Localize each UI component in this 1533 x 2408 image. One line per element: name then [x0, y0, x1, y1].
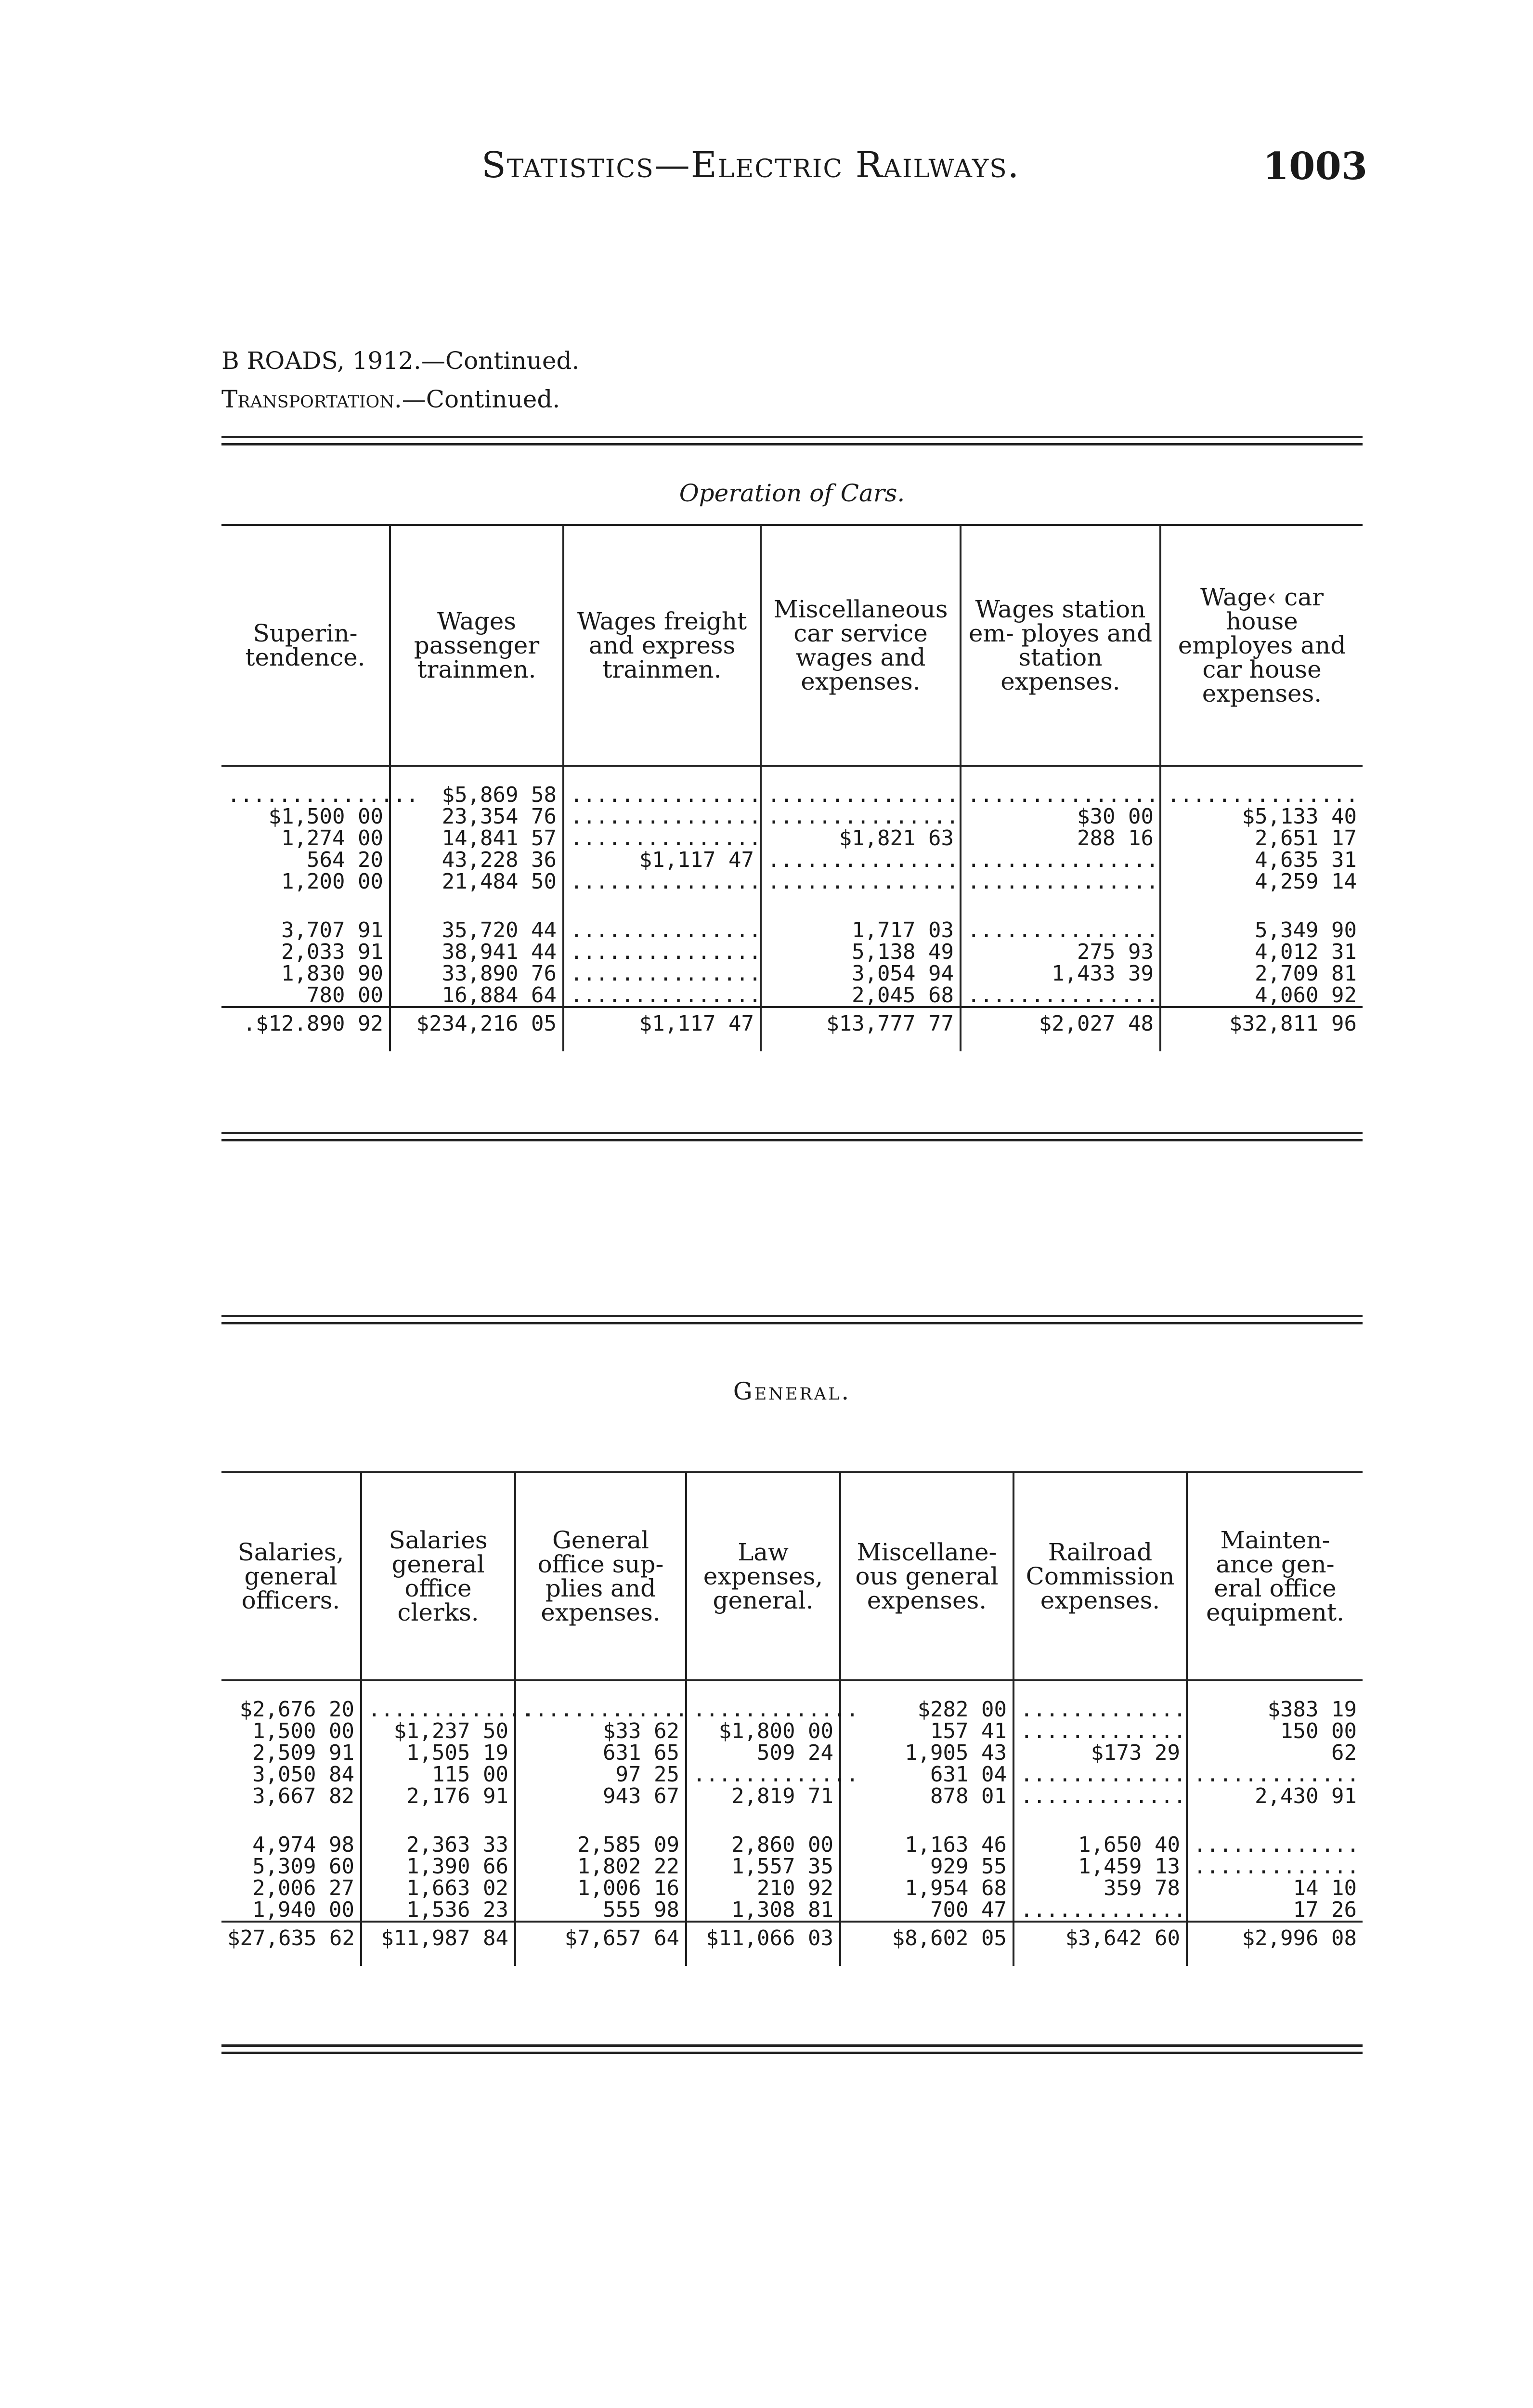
table-cell: 23,354 76 [390, 806, 563, 827]
subtitle-line-2 [221, 385, 560, 413]
table-cell: ............... [563, 919, 761, 941]
table-row [221, 984, 1363, 1007]
table-row [221, 919, 1363, 941]
table-cell: ............... [563, 941, 761, 963]
table-cell: 14 10 [1187, 1877, 1363, 1899]
total-cell: $8,602 05 [840, 1922, 1013, 1966]
table-cell: $282 00 [840, 1699, 1013, 1720]
table-cell: 943 67 [515, 1785, 686, 1807]
total-cell: $27,635 62 [221, 1922, 361, 1966]
table-cell: ............... [761, 784, 961, 806]
table-cell: ............... [563, 963, 761, 984]
table-cell: 359 78 [1013, 1877, 1187, 1899]
table-cell: ............... [1160, 784, 1363, 806]
table-cell: 2,709 81 [1160, 963, 1363, 984]
table-cell: 4,259 14 [1160, 871, 1363, 892]
table-cell: ............... [761, 871, 961, 892]
table-cell: $5,133 40 [1160, 806, 1363, 827]
col-header-office-supplies: General office sup- plies and expenses. [515, 1473, 686, 1680]
table-cell: 1,650 40 [1013, 1834, 1187, 1856]
total-cell: $2,996 08 [1187, 1922, 1363, 1966]
total-cell: $13,777 77 [761, 1007, 961, 1051]
table-cell: $1,117 47 [563, 849, 761, 871]
table-cell: 2,033 91 [281, 940, 383, 964]
table-row [221, 1785, 1363, 1807]
total-cell: $32,811 96 [1160, 1007, 1363, 1051]
col-header-wages-freight: Wages freight and express trainmen. [563, 526, 761, 766]
table-cell: $5,869 58 [390, 784, 563, 806]
operation-of-cars-table [221, 526, 1363, 1051]
total-cell: $11,066 03 [686, 1922, 840, 1966]
table-cell: 115 00 [361, 1764, 515, 1785]
col-header-law-expenses: Law expenses, general. [686, 1473, 840, 1680]
table-cell: $1,821 63 [761, 827, 961, 849]
table-cell: 1,390 66 [361, 1856, 515, 1877]
rule-double-top-general [221, 1315, 1363, 1324]
table-cell: 780 00 [307, 983, 383, 1008]
page-number: 1003 [1262, 144, 1367, 188]
table-cell: 1,940 00 [252, 1898, 354, 1922]
table-cell: 2,651 17 [1160, 827, 1363, 849]
table-cell: 5,349 90 [1160, 919, 1363, 941]
table-row [221, 784, 1363, 806]
table-cell: ............. [1013, 1764, 1187, 1785]
table-row [221, 1856, 1363, 1877]
general-table [221, 1473, 1363, 1966]
table-cell: 564 20 [307, 848, 383, 872]
col-header-railroad-commission: Railroad Commission expenses. [1013, 1473, 1187, 1680]
table-cell: 62 [1187, 1742, 1363, 1764]
table-cell: 33,890 76 [390, 963, 563, 984]
table-cell: 3,054 94 [761, 963, 961, 984]
table-row [221, 1742, 1363, 1764]
table-cell: ............... [563, 784, 761, 806]
table-row [221, 1877, 1363, 1899]
table-cell: 2,585 09 [515, 1834, 686, 1856]
table-cell: $1,237 50 [361, 1720, 515, 1742]
table-row [221, 827, 1363, 849]
table-cell: ............. [1013, 1785, 1187, 1807]
total-cell: $3,642 60 [1013, 1922, 1187, 1966]
col-header-wages-passenger: Wages passenger trainmen. [390, 526, 563, 766]
table-cell: ............. [1187, 1764, 1363, 1785]
table-cell: $1,800 00 [686, 1720, 840, 1742]
total-cell: $234,216 05 [390, 1007, 563, 1051]
table-cell: 2,006 27 [252, 1876, 354, 1900]
table-cell: 157 41 [840, 1720, 1013, 1742]
col-header-car-house: Wage‹ car house employes and car house expenses. [1160, 526, 1363, 766]
table-cell: $173 29 [1013, 1742, 1187, 1764]
table-cell: ............... [961, 784, 1160, 806]
col-header-salaries-officers: Salaries, general officers. [221, 1473, 361, 1680]
rule-double-bottom-operation [221, 1132, 1363, 1141]
table-cell: 1,905 43 [840, 1742, 1013, 1764]
table-cell: ............... [761, 849, 961, 871]
table-cell: 1,200 00 [281, 869, 383, 894]
table-cell: 275 93 [961, 941, 1160, 963]
table-cell: $2,676 20 [239, 1697, 354, 1722]
running-title: Statistics—Electric Railways. [481, 144, 1020, 186]
table-cell: ............. [686, 1699, 840, 1720]
table-row [221, 806, 1363, 827]
table-cell: 288 16 [961, 827, 1160, 849]
table-cell: ............... [961, 849, 1160, 871]
table-cell: 4,635 31 [1160, 849, 1363, 871]
section-label-operation: Operation of Cars. [679, 479, 905, 507]
table-cell: 16,884 64 [390, 984, 563, 1007]
table-row [221, 941, 1363, 963]
table-cell: 631 04 [840, 1764, 1013, 1785]
col-header-wages-station: Wages station em- ployes and station expenses. [961, 526, 1160, 766]
table-cell: 1,830 90 [281, 961, 383, 986]
table-cell: 1,536 23 [361, 1899, 515, 1922]
table-row [221, 849, 1363, 871]
table-cell: 631 65 [515, 1742, 686, 1764]
table-cell: 17 26 [1187, 1899, 1363, 1922]
table-row [221, 1764, 1363, 1785]
table-cell: 4,060 92 [1160, 984, 1363, 1007]
rule-double-top-operation [221, 436, 1363, 445]
subtitle-line-1: B ROADS, 1912.—Continued. [221, 347, 580, 375]
table-cell: ............... [563, 871, 761, 892]
table-cell: 1,954 68 [840, 1877, 1013, 1899]
table-cell: 1,802 22 [515, 1856, 686, 1877]
table-row [221, 1699, 1363, 1720]
table-cell: 509 24 [686, 1742, 840, 1764]
table-cell: ............. [1013, 1699, 1187, 1720]
table-cell: 1,433 39 [961, 963, 1160, 984]
table-cell: 5,138 49 [761, 941, 961, 963]
running-head [481, 144, 1367, 197]
table-row [221, 1720, 1363, 1742]
table-cell: 21,484 50 [390, 871, 563, 892]
table-cell: ............... [961, 984, 1160, 1007]
table-cell: 2,363 33 [361, 1834, 515, 1856]
col-header-misc-car-service: Miscellaneous car service wages and expenses. [761, 526, 961, 766]
table-cell: 878 01 [840, 1785, 1013, 1807]
table-cell: ............... [961, 919, 1160, 941]
table-cell: ............... [761, 806, 961, 827]
subtitle-section: Transportation. [221, 385, 402, 413]
table-cell: $383 19 [1187, 1699, 1363, 1720]
col-header-maintenance-equipment: Mainten- ance gen- eral office equipment. [1187, 1473, 1363, 1680]
table-cell: 1,308 81 [686, 1899, 840, 1922]
total-cell: $2,027 48 [961, 1007, 1160, 1051]
table-cell: $1,500 00 [268, 804, 383, 829]
table-row [221, 1899, 1363, 1922]
totals-row [221, 1007, 1363, 1051]
col-header-misc-general: Miscellane- ous general expenses. [840, 1473, 1013, 1680]
table-cell: 14,841 57 [390, 827, 563, 849]
table-cell: 2,430 91 [1187, 1785, 1363, 1807]
table-cell: 929 55 [840, 1856, 1013, 1877]
table-cell: 555 98 [515, 1899, 686, 1922]
table-cell: 5,309 60 [252, 1854, 354, 1879]
total-cell: .$12.890 92 [221, 1007, 390, 1051]
table-cell: 700 47 [840, 1899, 1013, 1922]
table-cell: 35,720 44 [390, 919, 563, 941]
table-cell: ............. [515, 1699, 686, 1720]
table-cell: 1,163 46 [840, 1834, 1013, 1856]
table-row [221, 871, 1363, 892]
subtitle-continued: —Continued. [402, 385, 560, 413]
table-cell: 2,045 68 [761, 984, 961, 1007]
total-cell: $7,657 64 [515, 1922, 686, 1966]
table-cell: ............... [563, 806, 761, 827]
table-cell: 1,717 03 [761, 919, 961, 941]
table-cell: 3,667 82 [252, 1784, 354, 1808]
section-label-general: General. [733, 1377, 851, 1405]
table-cell: 210 92 [686, 1877, 840, 1899]
table-cell: 43,228 36 [390, 849, 563, 871]
table-cell: 2,509 91 [252, 1741, 354, 1765]
table-cell: 97 25 [515, 1764, 686, 1785]
col-header-salaries-clerks: Salaries general office clerks. [361, 1473, 515, 1680]
table-cell: 1,274 00 [281, 826, 383, 851]
table-cell: ............... [563, 984, 761, 1007]
table-cell: ............. [1013, 1899, 1187, 1922]
table-cell: $30 00 [961, 806, 1160, 827]
table-cell: 2,860 00 [686, 1834, 840, 1856]
col-header-superintendence: Superin- tendence. [221, 526, 390, 766]
table-cell: 2,176 91 [361, 1785, 515, 1807]
table-cell: ............... [961, 871, 1160, 892]
table-cell: 1,557 35 [686, 1856, 840, 1877]
total-cell: $11,987 84 [361, 1922, 515, 1966]
table-cell: 3,707 91 [281, 918, 383, 942]
table-cell: 2,819 71 [686, 1785, 840, 1807]
table-cell: $33 62 [515, 1720, 686, 1742]
table-cell: 3,050 84 [252, 1762, 354, 1787]
table-cell: 1,505 19 [361, 1742, 515, 1764]
table-cell: 1,006 16 [515, 1877, 686, 1899]
table-cell: ............. [1013, 1720, 1187, 1742]
table-cell: 38,941 44 [390, 941, 563, 963]
rule-double-bottom-general [221, 2044, 1363, 2054]
table-cell: ............. [361, 1699, 515, 1720]
table-cell: ............... [563, 827, 761, 849]
table-cell: 150 00 [1187, 1720, 1363, 1742]
table-cell: 1,500 00 [252, 1719, 354, 1743]
table-row [221, 963, 1363, 984]
table-cell: 4,974 98 [252, 1832, 354, 1857]
table-cell: 1,663 02 [361, 1877, 515, 1899]
table-cell: ............. [1187, 1834, 1363, 1856]
total-cell: $1,117 47 [563, 1007, 761, 1051]
table-cell: ............... [227, 783, 419, 807]
table-cell: 4,012 31 [1160, 941, 1363, 963]
table-row [221, 1834, 1363, 1856]
totals-row [221, 1922, 1363, 1966]
table-cell: ............. [1187, 1856, 1363, 1877]
table-cell: 1,459 13 [1013, 1856, 1187, 1877]
table-cell: ............. [686, 1764, 840, 1785]
